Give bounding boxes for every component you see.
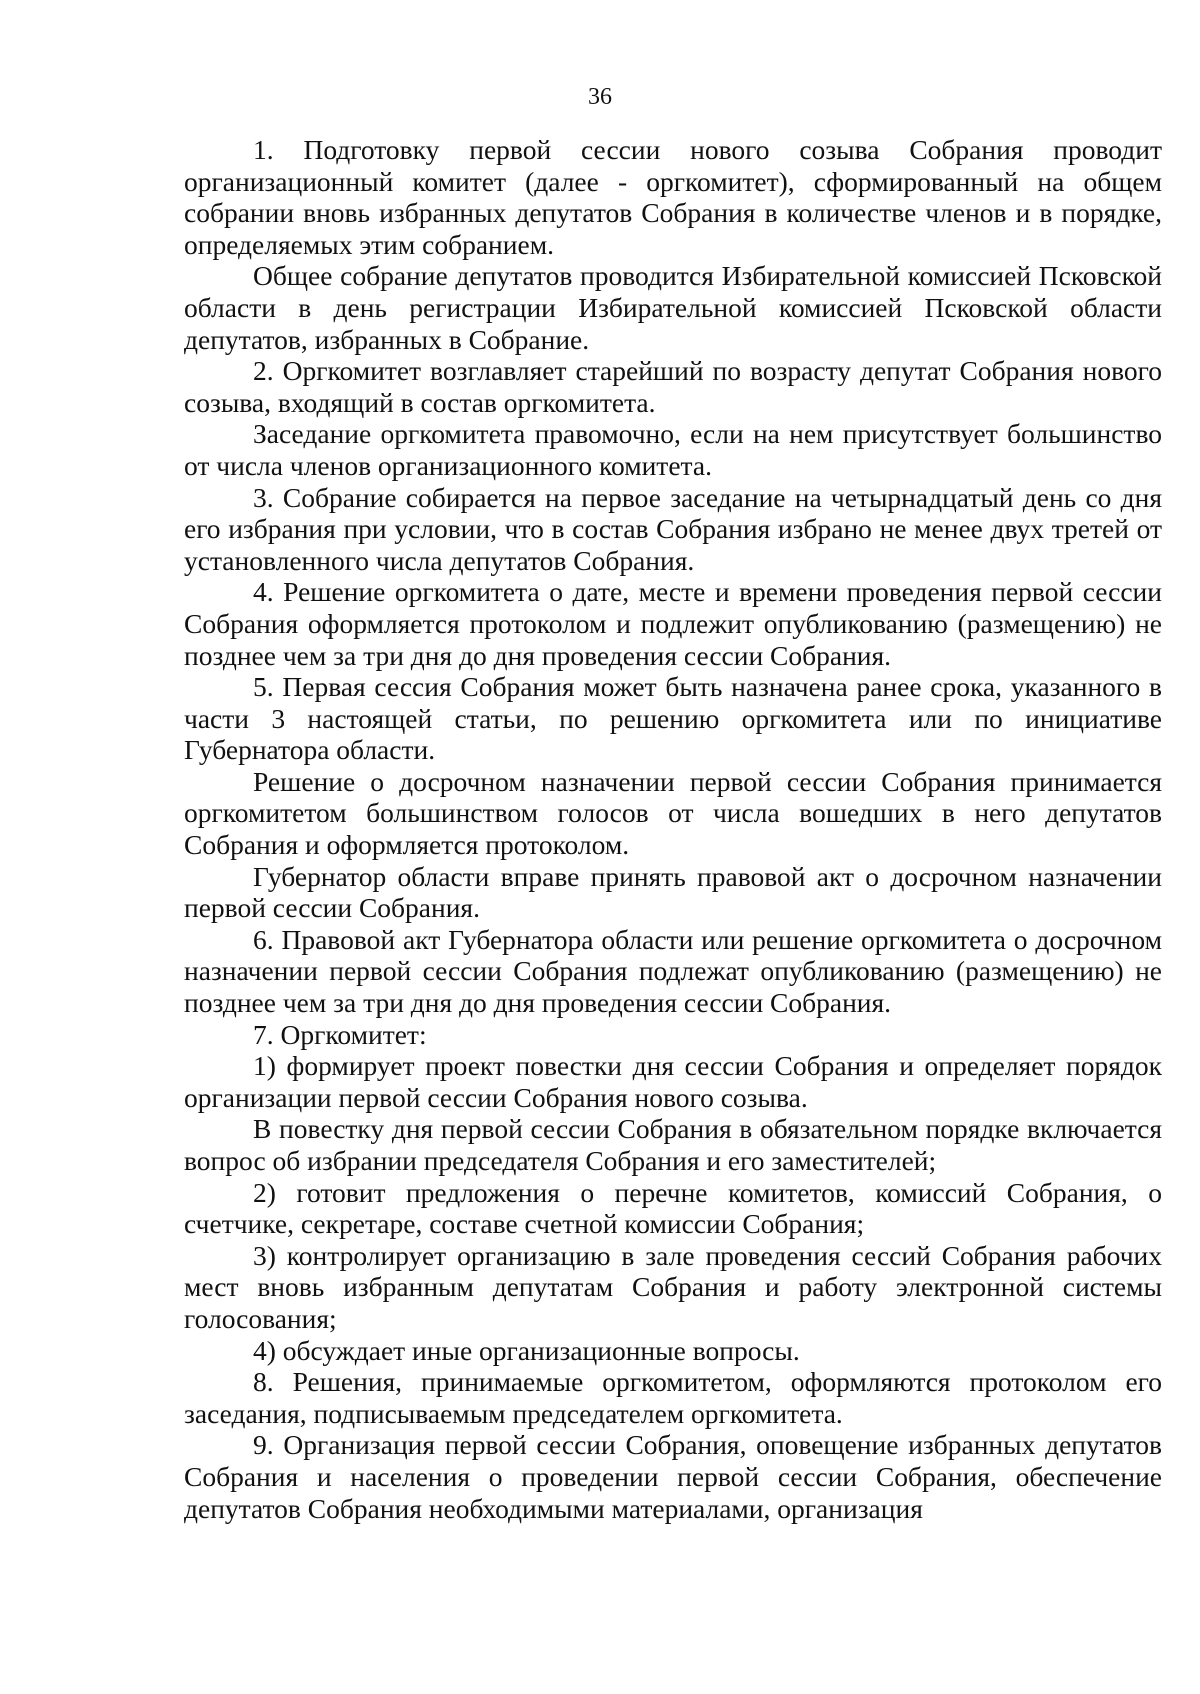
paragraph-early-decision: Решение о досрочном назначении первой сессии Собрания принимается оргкомитетом большинством голосов от числа вошедших в него депутатов Собрания и оформляется протоколом. xyxy=(184,765,1162,861)
paragraph-6: 6. Правовой акт Губернатора области или решение оргкомитета о досрочном назначении первой сессии Собрания подлежат опубликованию (размещению) не позднее чем за три дня до дня проведения сессии Собрания. xyxy=(184,923,1162,1019)
paragraph-8: 8. Решения, принимаемые оргкомитетом, оформляются протоколом его заседания, подписываемым председателем оргкомитета. xyxy=(184,1366,1162,1429)
list-item-7-1: 1) формирует проект повестки дня сессии Собрания и определяет порядок организации первой сессии Собрания нового созыва. xyxy=(184,1050,1162,1113)
page-number: 36 xyxy=(588,84,612,110)
paragraph-quorum: Заседание оргкомитета правомочно, если на нем присутствует большинство от числа членов организационного комитета. xyxy=(184,418,1162,481)
paragraph-4: 4. Решение оргкомитета о дате, месте и времени проведения первой сессии Собрания оформляется протоколом и подлежит опубликованию (размещению) не позднее чем за три дня до дня проведения сессии Собрания. xyxy=(184,576,1162,671)
paragraph-5: 5. Первая сессия Собрания может быть назначена ранее срока, указанного в части 3 настоящей статьи, по решению оргкомитета или по инициативе Губернатора области. xyxy=(184,671,1162,766)
paragraph-9: 9. Организация первой сессии Собрания, оповещение избранных депутатов Собрания и населения о проведении первой сессии Собрания, обеспечение депутатов Собрания необходимыми материалами, организация xyxy=(184,1429,1162,1524)
paragraph-1: 1. Подготовку первой сессии нового созыва Собрания проводит организационный комитет (далее - оргкомитет), сформированный на общем собрании вновь избранных депутатов Собрания в количестве членов и в порядке, определяемых этим собранием. xyxy=(184,134,1162,260)
paragraph-2: 2. Оргкомитет возглавляет старейший по возрасту депутат Собрания нового созыва, входящий в состав оргкомитета. xyxy=(184,355,1162,418)
paragraph-general-meeting: Общее собрание депутатов проводится Избирательной комиссией Псковской области в день регистрации Избирательной комиссией Псковской области депутатов, избранных в Собрание. xyxy=(184,260,1162,355)
paragraph-governor-act: Губернатор области вправе принять правовой акт о досрочном назначении первой сессии Собрания. xyxy=(184,860,1162,924)
list-item-7-3: 3) контролирует организацию в зале проведения сессий Собрания рабочих мест вновь избранным депутатам Собрания и работу электронной системы голосования; xyxy=(184,1239,1162,1334)
paragraph-3: 3. Собрание собирается на первое заседание на четырнадцатый день со дня его избрания при условии, что в состав Собрания избрано не менее двух третей от установленного числа депутатов Собрания. xyxy=(184,481,1162,576)
paragraph-agenda: В повестку дня первой сессии Собрания в обязательном порядке включается вопрос об избрании председателя Собрания и его заместителей; xyxy=(184,1113,1162,1176)
document-body xyxy=(184,134,1162,1524)
paragraph-7: 7. Оргкомитет: xyxy=(253,1018,427,1050)
list-item-7-2: 2) готовит предложения о перечне комитетов, комиссий Собрания, о счетчике, секретаре, составе счетной комиссии Собрания; xyxy=(184,1176,1162,1240)
list-item-7-4: 4) обсуждает иные организационные вопросы. xyxy=(253,1334,800,1366)
